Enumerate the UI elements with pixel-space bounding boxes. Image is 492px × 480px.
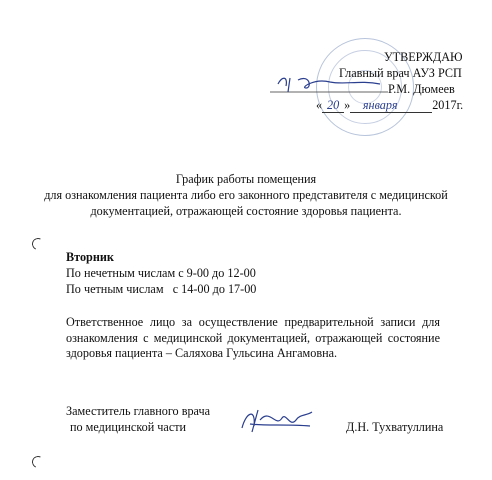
date-day: 20 [322, 98, 344, 113]
punch-hole-lower [30, 454, 45, 469]
approval-heading: УТВЕРЖДАЮ [384, 50, 463, 64]
approval-date [316, 98, 463, 113]
schedule-odd-days: По нечетным числам с 9-00 до 12-00 [66, 266, 256, 280]
date-close-quote: » [344, 98, 351, 112]
approval-name: Р.М. Дюмеев [388, 82, 455, 96]
title-line-3: документацией, отражающей состояние здоровья пациента. [90, 204, 402, 218]
schedule-even-days [66, 282, 256, 296]
schedule-day: Вторник [66, 250, 114, 264]
footer-position-line-1: Заместитель главного врача [66, 404, 211, 418]
punch-hole-upper [30, 236, 45, 251]
title-line-1: График работы помещения [175, 172, 317, 186]
schedule-even-label: По четным числам [66, 282, 164, 296]
date-month: января [350, 98, 410, 113]
footer-position-line-2: по медицинской части [70, 420, 187, 434]
date-blank-line [410, 98, 432, 113]
deputy-signature [236, 402, 316, 438]
responsible-line-3: здоровья пациента – Саляхова Гульсина Ангамовна. [66, 346, 338, 360]
chief-signature [270, 70, 390, 98]
date-year: 2017г. [432, 98, 464, 112]
responsible-line-2: ознакомления с медицинской документацией, отражающей состояние [66, 331, 440, 345]
date-open-quote: « [316, 98, 323, 112]
schedule-even-time: с 14-00 до 17-00 [172, 282, 257, 296]
title-line-2: для ознакомления пациента либо его законного представителя с медицинской [44, 188, 448, 202]
responsible-line-1: Ответственное лицо за осуществление предварительной записи для [66, 315, 440, 329]
footer-name: Д.Н. Тухватуллина [346, 420, 444, 434]
approval-position: Главный врач АУЗ РСП [339, 66, 462, 80]
